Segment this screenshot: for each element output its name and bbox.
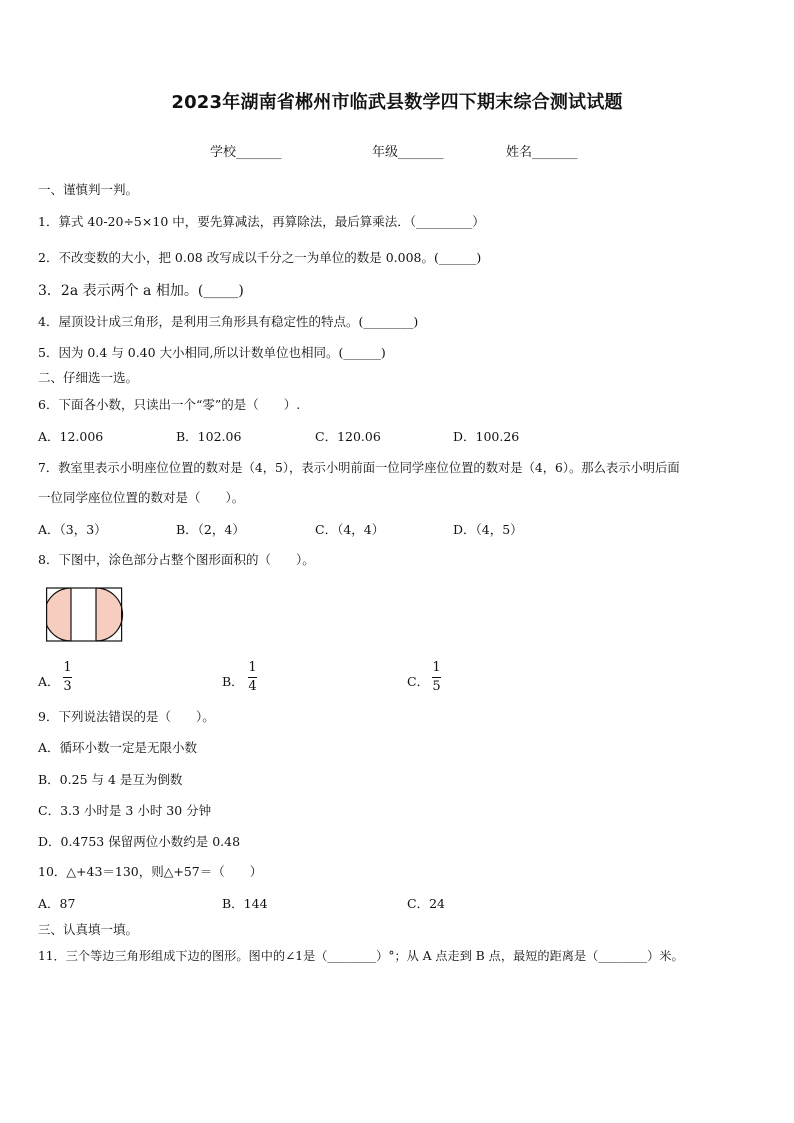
- question-2: 2．不改变数的大小，把 0.08 改写成以千分之一为单位的数是 0.008。(______): [38, 250, 482, 265]
- question-7-line-2: 一位同学座位位置的数对是（ ）。: [38, 490, 245, 505]
- question-9: 9．下列说法错误的是（ ）。: [38, 709, 215, 724]
- shaded-half-circle-right: [96, 588, 123, 641]
- shaded-half-circle-left: [46, 588, 71, 641]
- q8-option-b-fraction: [248, 660, 257, 695]
- q6-option-a: A．12.006: [38, 429, 104, 444]
- shaded-rectangle-figure: [46, 587, 124, 646]
- question-6: 6．下面各小数，只读出一个“零”的是（ ）.: [38, 397, 301, 412]
- grade-field: 年级_______: [372, 145, 444, 160]
- question-1: 1．算式 40-20÷5×10 中，要先算减法，再算除法，最后算乘法．（_________）: [38, 214, 485, 229]
- q8-option-a-fraction: [63, 660, 72, 695]
- q7-option-c: C．（4，4）: [315, 522, 385, 537]
- q8-option-a-label: A．: [38, 674, 60, 689]
- q8-option-c-numerator: 1: [432, 660, 441, 675]
- q9-option-a: A．循环小数一定是无限小数: [38, 740, 198, 755]
- q6-option-d: D．100.26: [453, 429, 520, 444]
- question-3: 3．2a 表示两个 a 相加。(_____): [38, 283, 244, 299]
- question-7-line-1: 7．教室里表示小明座位位置的数对是（4，5），表示小明前面一位同学座位位置的数对是（4，6）。那么表示小明后面: [38, 461, 680, 475]
- q8-option-b-denominator: 4: [248, 679, 257, 694]
- q10-option-a: A．87: [38, 896, 76, 911]
- q7-option-d: D．（4，5）: [453, 522, 523, 537]
- question-5: 5．因为 0.4 与 0.40 大小相同,所以计数单位也相同。(______): [38, 345, 386, 360]
- section-1-heading: 一、谨慎判一判。: [38, 182, 139, 197]
- q8-option-c-fraction: [432, 660, 441, 695]
- q6-option-b: B．102.06: [176, 429, 242, 444]
- school-field: 学校_______: [210, 145, 282, 160]
- q7-option-a: A．（3，3）: [38, 522, 107, 537]
- q9-option-c: C．3.3 小时是 3 小时 30 分钟: [38, 803, 212, 818]
- q9-option-b: B．0.25 与 4 是互为倒数: [38, 772, 183, 787]
- question-8: 8．下图中，涂色部分占整个图形面积的（ ）。: [38, 552, 315, 567]
- q7-option-b: B．（2，4）: [176, 522, 245, 537]
- question-11: 11．三个等边三角形组成下边的图形。图中的∠1是（________）°；从 A 点走到 B 点，最短的距离是（________）米。: [38, 949, 684, 963]
- q8-option-a-numerator: 1: [63, 660, 72, 675]
- q10-option-c: C．24: [407, 896, 445, 911]
- page-title: 2023年湖南省郴州市临武县数学四下期末综合测试试题: [171, 92, 623, 113]
- name-field: 姓名_______: [506, 145, 578, 160]
- q8-option-b-label: B．: [222, 674, 244, 689]
- q6-option-c: C．120.06: [315, 429, 381, 444]
- q8-option-c-label: C．: [407, 674, 430, 689]
- q8-option-a-denominator: 3: [63, 679, 72, 694]
- question-4: 4．屋顶设计成三角形，是利用三角形具有稳定性的特点。(________): [38, 314, 419, 329]
- q9-option-d: D．0.4753 保留两位小数约是 0.48: [38, 834, 241, 849]
- question-10: 10．△+43＝130，则△+57＝（ ）: [38, 864, 263, 879]
- q8-option-c-denominator: 5: [432, 679, 441, 694]
- q8-option-b-numerator: 1: [248, 660, 257, 675]
- section-2-heading: 二、仔细选一选。: [38, 370, 139, 385]
- section-3-heading: 三、认真填一填。: [38, 922, 139, 937]
- q10-option-b: B．144: [222, 896, 268, 911]
